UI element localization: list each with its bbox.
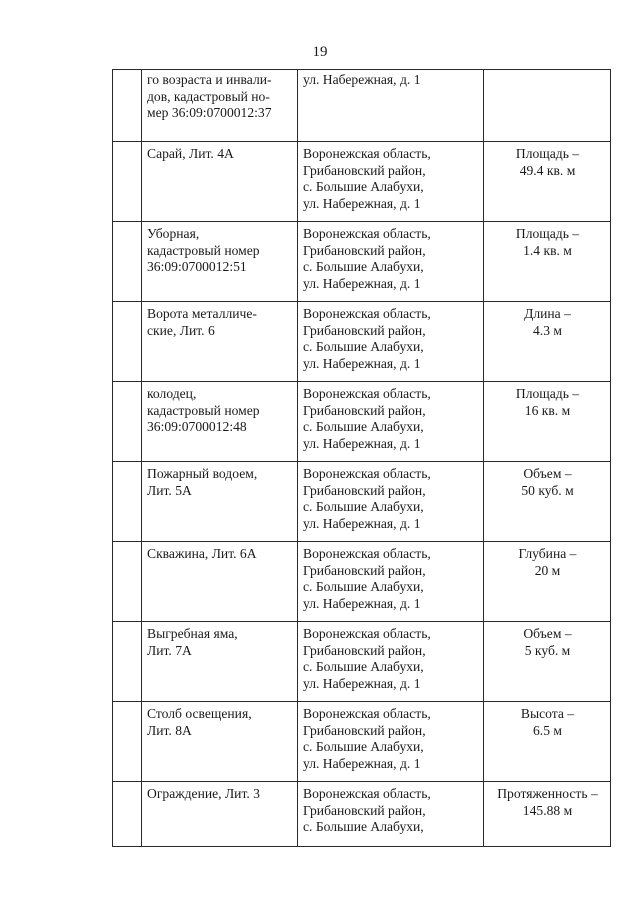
object-name-line: Лит. 8А [147, 722, 192, 738]
address-line: Воронежская область, [303, 466, 431, 481]
address-line: с. Большие Алабухи, [303, 259, 424, 275]
object-name-line: Выгребная яма, [147, 626, 238, 641]
object-name-line: кадастровый номер [147, 242, 260, 258]
row-number-cell [113, 222, 142, 302]
address-line: ул. Набережная, д. 1 [303, 276, 421, 292]
object-name-cell [142, 382, 298, 462]
table-row [113, 782, 611, 847]
address-line: Воронежская область, [303, 706, 431, 721]
address-cell [298, 142, 484, 222]
address-line: Грибановский район, [303, 322, 426, 338]
object-name-cell [142, 70, 298, 142]
object-name-line: го возраста и инвали- [147, 72, 272, 87]
characteristic-line: 5 куб. м [524, 642, 571, 658]
object-name-line: 36:09:0700012:51 [147, 259, 247, 275]
table-row [113, 70, 611, 142]
page-number: 19 [312, 44, 328, 60]
address-line: Грибановский район, [303, 802, 426, 818]
object-name-line: Ворота металличе- [147, 306, 257, 321]
characteristic-line: Длина – [524, 306, 571, 321]
address-line: Грибановский район, [303, 562, 426, 578]
address-line: Воронежская область, [303, 306, 431, 321]
table-row [113, 382, 611, 462]
address-line: Грибановский район, [303, 482, 426, 498]
table-row [113, 702, 611, 782]
characteristic-line: Глубина – [518, 546, 577, 561]
row-number-cell [113, 542, 142, 622]
object-name-line: Лит. 7А [147, 642, 192, 658]
object-name-cell [142, 462, 298, 542]
object-name-line: кадастровый номер [147, 402, 260, 418]
characteristic-line: Объем – [523, 466, 572, 481]
object-name-line: мер 36:09:0700012:37 [147, 105, 272, 121]
address-line: ул. Набережная, д. 1 [303, 356, 421, 372]
address-line: ул. Набережная, д. 1 [303, 436, 421, 452]
object-name-cell [142, 222, 298, 302]
characteristic-line: Высота – [520, 706, 575, 721]
address-line: Воронежская область, [303, 146, 431, 161]
object-name-line: Лит. 5А [147, 482, 192, 498]
characteristic-cell [484, 142, 611, 222]
object-name-line: ские, Лит. 6 [147, 322, 215, 338]
table-row [113, 462, 611, 542]
address-line: Воронежская область, [303, 386, 431, 401]
address-line: Грибановский район, [303, 162, 426, 178]
row-number-cell [113, 70, 142, 142]
characteristic-line: Протяженность – [497, 786, 598, 801]
row-number-cell [113, 622, 142, 702]
object-name-line: дов, кадастровый но- [147, 88, 270, 104]
object-name-line: 36:09:0700012:48 [147, 419, 247, 435]
address-line: с. Большие Алабухи, [303, 659, 424, 675]
object-name-line: Уборная, [147, 226, 200, 241]
address-line: ул. Набережная, д. 1 [303, 756, 421, 772]
object-name-line: Ограждение, Лит. 3 [147, 786, 260, 801]
address-line: Грибановский район, [303, 242, 426, 258]
address-cell [298, 70, 484, 142]
characteristic-cell [484, 382, 611, 462]
table-row [113, 542, 611, 622]
object-name-line: колодец, [147, 386, 197, 401]
characteristic-line: 20 м [534, 562, 561, 578]
object-name-cell [142, 702, 298, 782]
characteristic-line: 1.4 кв. м [523, 242, 572, 258]
row-number-cell [113, 302, 142, 382]
address-line: Грибановский район, [303, 642, 426, 658]
address-line: ул. Набережная, д. 1 [303, 196, 421, 212]
address-cell [298, 782, 484, 847]
address-cell [298, 302, 484, 382]
characteristic-cell [484, 302, 611, 382]
object-name-line: Скважина, Лит. 6А [147, 546, 257, 561]
characteristic-line: Площадь – [515, 146, 580, 161]
characteristic-line: 16 кв. м [524, 402, 571, 418]
row-number-cell [113, 462, 142, 542]
object-name-cell [142, 782, 298, 847]
characteristic-line: 49.4 кв. м [519, 162, 576, 178]
characteristic-line: 4.3 м [533, 322, 562, 338]
property-table [112, 69, 611, 847]
characteristic-line: 50 куб. м [521, 482, 574, 498]
address-line: ул. Набережная, д. 1 [303, 72, 421, 87]
address-line: ул. Набережная, д. 1 [303, 676, 421, 692]
table-row [113, 222, 611, 302]
address-line: с. Большие Алабухи, [303, 179, 424, 195]
object-name-cell [142, 622, 298, 702]
address-cell [298, 222, 484, 302]
characteristic-cell [484, 782, 611, 847]
characteristic-line: Объем – [523, 626, 572, 641]
table-row [113, 622, 611, 702]
address-cell [298, 622, 484, 702]
address-line: Воронежская область, [303, 226, 431, 241]
table-row [113, 302, 611, 382]
object-name-cell [142, 542, 298, 622]
characteristic-cell [484, 462, 611, 542]
characteristic-cell [484, 222, 611, 302]
address-line: ул. Набережная, д. 1 [303, 516, 421, 532]
address-line: ул. Набережная, д. 1 [303, 596, 421, 612]
address-cell [298, 382, 484, 462]
row-number-cell [113, 382, 142, 462]
object-name-cell [142, 302, 298, 382]
address-line: Грибановский район, [303, 402, 426, 418]
table-row [113, 142, 611, 222]
address-line: Воронежская область, [303, 546, 431, 561]
characteristic-cell [484, 622, 611, 702]
row-number-cell [113, 782, 142, 847]
address-line: с. Большие Алабухи, [303, 339, 424, 355]
address-cell [298, 702, 484, 782]
row-number-cell [113, 142, 142, 222]
characteristic-line: Площадь – [515, 226, 580, 241]
characteristic-cell [484, 702, 611, 782]
object-name-cell [142, 142, 298, 222]
characteristic-cell [484, 70, 611, 142]
property-table-body [113, 70, 611, 847]
address-line: с. Большие Алабухи, [303, 579, 424, 595]
address-line: с. Большие Алабухи, [303, 819, 424, 835]
characteristic-line: 145.88 м [522, 802, 573, 818]
row-number-cell [113, 702, 142, 782]
address-line: Воронежская область, [303, 786, 431, 801]
object-name-line: Пожарный водоем, [147, 466, 258, 481]
object-name-line: Сарай, Лит. 4А [147, 146, 234, 161]
address-cell [298, 462, 484, 542]
address-line: с. Большие Алабухи, [303, 739, 424, 755]
address-line: Воронежская область, [303, 626, 431, 641]
characteristic-line: Площадь – [515, 386, 580, 401]
address-line: Грибановский район, [303, 722, 426, 738]
characteristic-line: 6.5 м [533, 722, 562, 738]
characteristic-cell [484, 542, 611, 622]
address-cell [298, 542, 484, 622]
object-name-line: Столб освещения, [147, 706, 252, 721]
address-line: с. Большие Алабухи, [303, 499, 424, 515]
address-line: с. Большие Алабухи, [303, 419, 424, 435]
